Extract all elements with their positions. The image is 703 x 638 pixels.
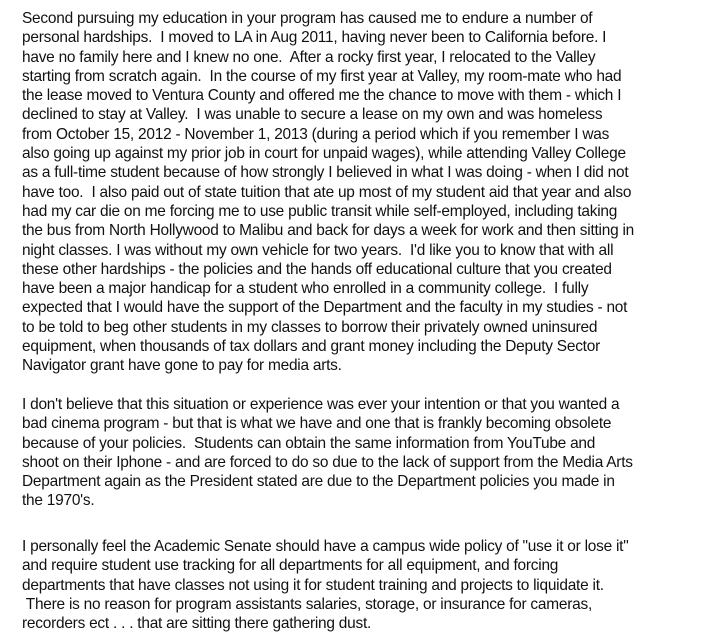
text-line: expected that I would have the support of the Department and the faculty in my studies - not: [22, 299, 628, 317]
text-line: as a full-time student because of how strongly I believed in what I was doing - when I did not: [22, 164, 629, 182]
text-line: have been a major handicap for a student who enrolled in a community college. I fully: [22, 280, 589, 298]
paragraph-academic-senate: [22, 537, 702, 633]
text-line: I don't believe that this situation or experience was ever your intention or that you wanted a: [22, 395, 620, 413]
text-line: There is no reason for program assistants salaries, storage, or insurance for cameras,: [22, 595, 592, 613]
text-line: recorders ect . . . that are sitting there gathering dust.: [22, 615, 372, 633]
text-line: the lease moved to Ventura County and offered me the chance to move with them - which I: [22, 87, 622, 105]
paragraph-spacer: [22, 521, 702, 537]
text-line: because of your policies. Students can obtain the same information from YouTube and: [22, 434, 596, 452]
text-line: and require student use tracking for all departments for all equipment, and forcing: [22, 557, 559, 575]
text-line: personal hardships. I moved to LA in Aug 2011, having never been to California before. I: [22, 29, 607, 47]
paragraph-cinema-program: [22, 395, 702, 521]
text-line: Navigator grant have gone to pay for media arts.: [22, 357, 342, 375]
text-line: departments that have classes not using it for student training and projects to liquidate it.: [22, 576, 604, 594]
text-line: have no family here and I knew no one. After a rocky first year, I relocated to the Valley: [22, 48, 596, 66]
text-line: Second pursuing my education in your program has caused me to endure a number of: [22, 10, 593, 27]
text-line: the 1970's.: [22, 492, 95, 510]
text-line: these other hardships - the policies and the hands off educational culture that you created: [22, 260, 612, 278]
text-line: to be told to beg other students in my classes to borrow their privately owned uninsured: [22, 318, 598, 336]
document-body: [22, 9, 702, 633]
text-line: the bus from North Hollywood to Malibu and back for days a week for work and then sitting in: [22, 222, 635, 240]
paragraph-spacer: [22, 376, 702, 395]
text-line: bad cinema program - but that is what we have and one that is frankly becoming obsolete: [22, 415, 612, 433]
text-line: Department again as the President stated are due to the Department policies you made in: [22, 473, 615, 491]
text-line: equipment, when thousands of tax dollars and grant money including the Deputy Sector: [22, 338, 600, 356]
paragraph-hardships: [22, 9, 702, 376]
text-line: starting from scratch again. In the course of my first year at Valley, my room-mate who had: [22, 67, 622, 85]
text-line: declined to stay at Valley. I was unable to secure a lease on my own and was homeless: [22, 106, 603, 124]
text-line: had my car die on me forcing me to use public transit while self-employed, including taking: [22, 202, 618, 220]
text-line: from October 15, 2012 - November 1, 2013 (during a period which if you remember I was: [22, 125, 610, 143]
text-line: also going up against my prior job in court for unpaid wages), while attending Valley College: [22, 145, 626, 163]
text-line: I personally feel the Academic Senate should have a campus wide policy of "use it or lose it": [22, 537, 629, 555]
text-line: have too. I also paid out of state tuition that ate up most of my student aid that year and also: [22, 183, 632, 201]
text-line: shoot on their Iphone - and are forced to do so due to the lack of support from the Media Arts: [22, 453, 633, 471]
text-line: night classes. I was without my own vehicle for two years. I'd like you to know that with all: [22, 241, 614, 259]
